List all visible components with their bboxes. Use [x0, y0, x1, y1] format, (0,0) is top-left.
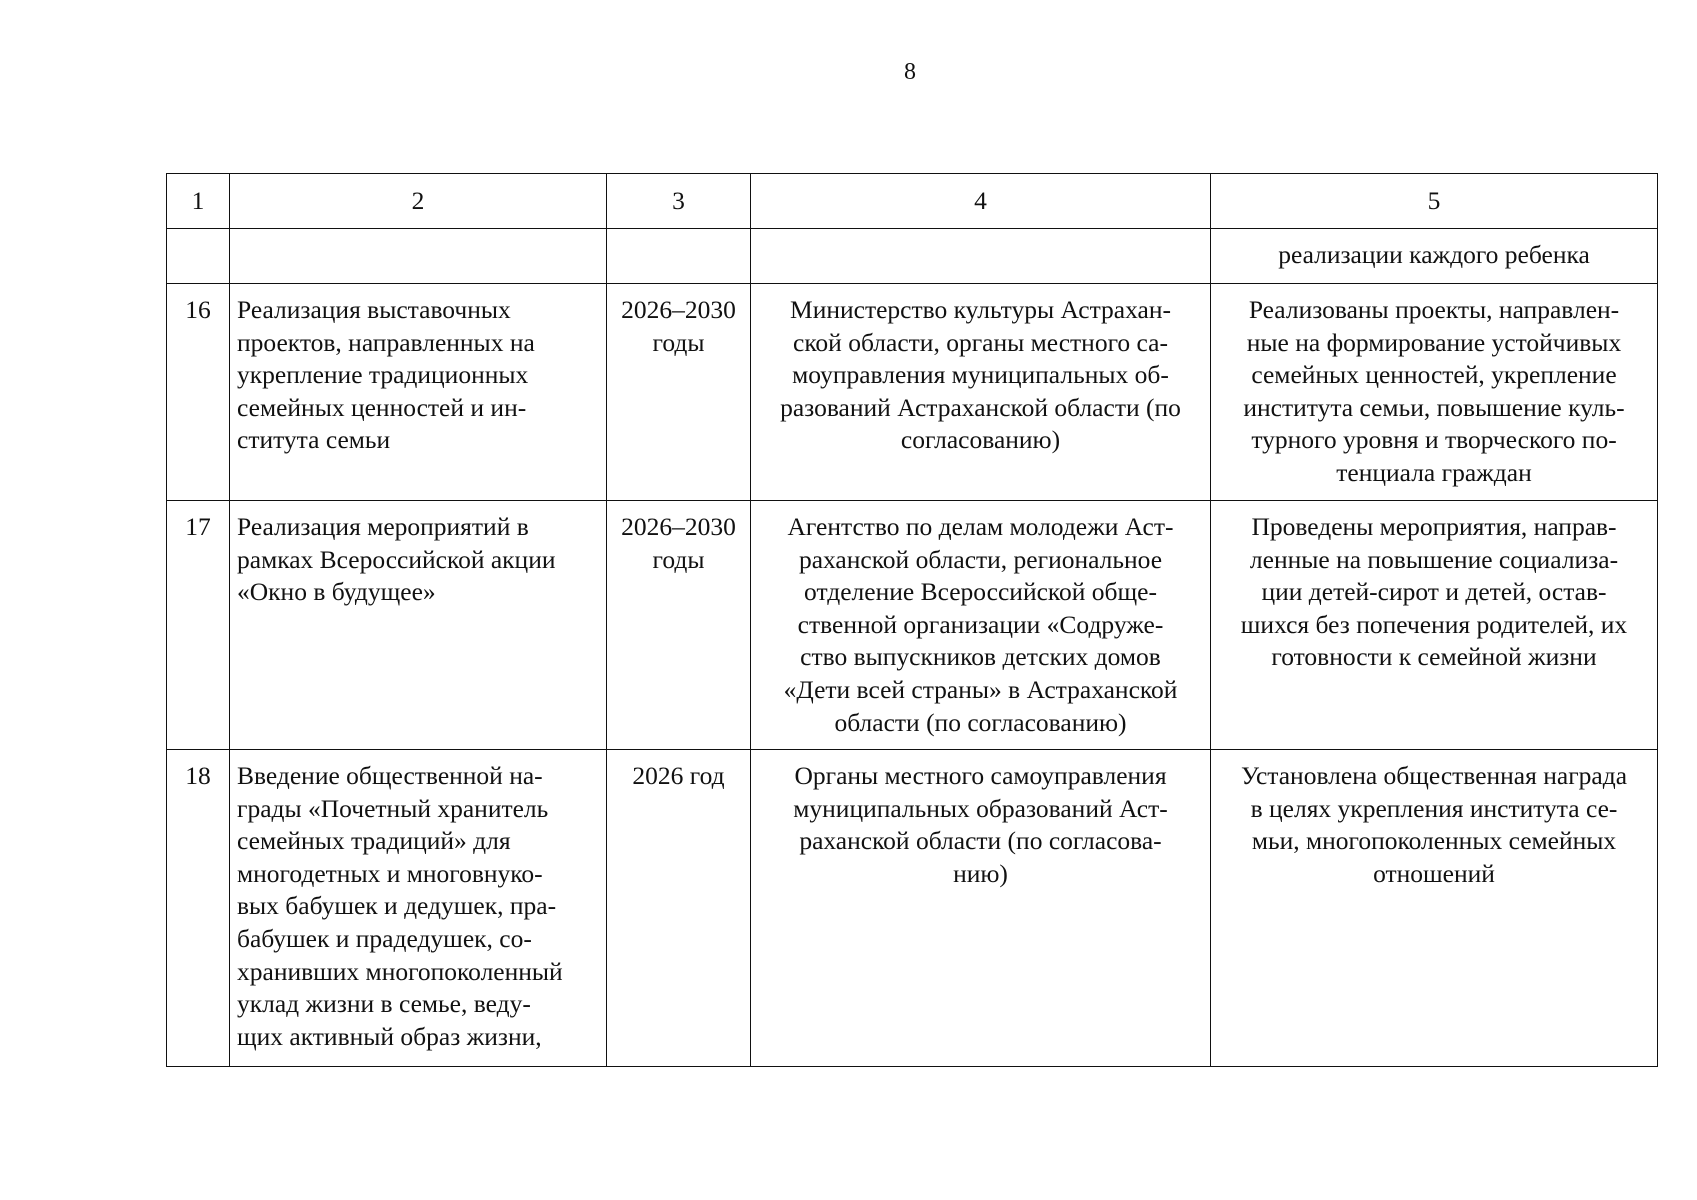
- table-row: [167, 501, 1658, 750]
- row-period: 2026–2030 годы: [607, 284, 751, 501]
- table-row: [167, 284, 1658, 501]
- row-title: Введение общественной на- грады «Почетный хранитель семейных традиций» для многодетных и многовнуко- вых бабушек и дедушек, пра- бабушек и прадедушек, со- хранивших многопоколенный уклад жизни в семье, веду- щих активный образ жизни,: [230, 750, 607, 1067]
- page-number: 8: [904, 59, 916, 85]
- header-cell-2: 2: [230, 174, 607, 229]
- row-result: Проведены мероприятия, направ- ленные на повышение социализа- ции детей-сирот и детей, остав- шихся без попечения родителей, их готовности к семейной жизни: [1211, 501, 1658, 750]
- row-title: Реализация выставочных проектов, направленных на укрепление традиционных семейных ценностей и ин- ститута семьи: [230, 284, 607, 501]
- row-period: 2026–2030 годы: [607, 501, 751, 750]
- row-number: 18: [167, 750, 230, 1067]
- measures-table: [166, 173, 1658, 1067]
- row-result: Реализованы проекты, направлен- ные на формирование устойчивых семейных ценностей, укрепление института семьи, повышение куль- турного уровня и творческого по- тенциала граждан: [1211, 284, 1658, 501]
- row-executor: Органы местного самоуправления муниципальных образований Аст- раханской области (по согласова- нию): [751, 750, 1211, 1067]
- header-cell-3: 3: [607, 174, 751, 229]
- row-result: Установлена общественная награда в целях укрепления института се- мьи, многопоколенных семейных отношений: [1211, 750, 1658, 1067]
- row-number: 17: [167, 501, 230, 750]
- continuation-row: [167, 229, 1658, 284]
- continuation-title-cell: [230, 229, 607, 284]
- row-number: 16: [167, 284, 230, 501]
- table-header-row: [167, 174, 1658, 229]
- row-period: 2026 год: [607, 750, 751, 1067]
- continuation-result-cell: реализации каждого ребенка: [1211, 229, 1658, 284]
- header-cell-1: 1: [167, 174, 230, 229]
- table-row: [167, 750, 1658, 1067]
- continuation-num-cell: [167, 229, 230, 284]
- header-cell-5: 5: [1211, 174, 1658, 229]
- row-title: Реализация мероприятий в рамках Всероссийской акции «Окно в будущее»: [230, 501, 607, 750]
- row-executor: Министерство культуры Астрахан- ской области, органы местного са- моуправления муниципальных об- разований Астраханской области (по согласованию): [751, 284, 1211, 501]
- header-cell-4: 4: [751, 174, 1211, 229]
- continuation-executor-cell: [751, 229, 1211, 284]
- continuation-period-cell: [607, 229, 751, 284]
- row-executor: Агентство по делам молодежи Аст- раханской области, региональное отделение Всероссийской обще- ственной организации «Содруже- ство выпускников детских домов «Дети всей страны» в Астраханской области (по согласованию): [751, 501, 1211, 750]
